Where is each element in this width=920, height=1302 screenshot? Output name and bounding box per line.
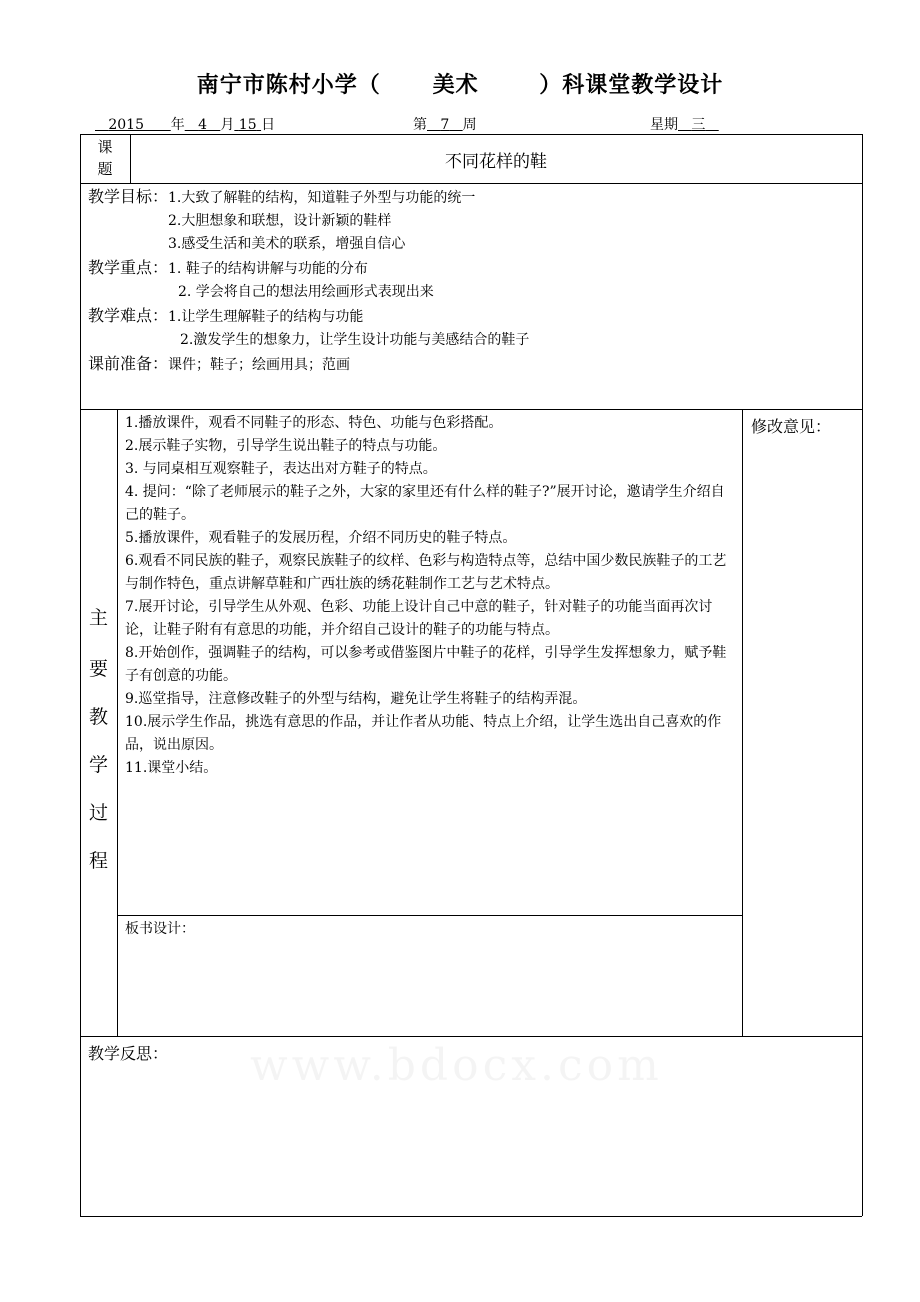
page-title: 南宁市陈村小学（ 美术 ）科课堂教学设计	[196, 73, 724, 98]
process-label-divider	[117, 409, 118, 1036]
process-label-char: 要	[88, 658, 108, 680]
goal-item: 3.感受生活和美术的联系，增强自信心	[168, 236, 406, 252]
row-divider-goals	[80, 409, 862, 410]
row-divider-topic	[80, 183, 862, 184]
weekday-label: 星期	[650, 117, 678, 133]
week-value: 7	[440, 117, 450, 133]
weekday-line	[650, 114, 719, 134]
week-line	[413, 114, 477, 134]
key-point-item: 2. 学会将自己的想法用绘画形式表现出来	[178, 284, 434, 300]
process-step: 8.开始创作，强调鞋子的结构，可以参考或借鉴图片中鞋子的花样，引导学生发挥想象力，赋予鞋子有创意的功能。	[125, 645, 727, 684]
process-step: 7.展开讨论，引导学生从外观、色彩、功能上设计自己中意的鞋子，针对鞋子的功能当面再次讨论，让鞋子附有有意思的功能，并介绍自己设计的鞋子的功能与特点。	[125, 599, 713, 638]
watermark	[250, 1040, 663, 1091]
process-step: 10.展示学生作品，挑选有意思的作品，并让作者从功能、特点上介绍，让学生选出自己喜欢的作品，说出原因。	[125, 714, 722, 753]
week-prefix: 第	[413, 117, 427, 133]
weekday-value: 三	[691, 117, 706, 133]
process-steps	[125, 412, 735, 780]
revision-label: 修改意见：	[751, 417, 832, 436]
process-step: 11.课堂小结。	[125, 760, 218, 776]
difficulty-item: 2.激发学生的想象力，让学生设计功能与美感结合的鞋子	[180, 332, 530, 348]
day-value: 15	[238, 117, 257, 133]
process-step: 5.播放课件，观看鞋子的发展历程，介绍不同历史的鞋子特点。	[125, 530, 517, 546]
process-step: 6.观看不同民族的鞋子，观察民族鞋子的纹样、色彩与构造特点等，总结中国少数民族鞋子的工艺与制作特色，重点讲解草鞋和广西壮族的绣花鞋制作工艺与艺术特点。	[125, 553, 727, 592]
process-step: 9.巡堂指导，注意修改鞋子的外型与结构，避免让学生将鞋子的结构弄混。	[125, 691, 587, 707]
goals-label: 教学目标：	[88, 187, 169, 206]
year-suffix: 年	[170, 117, 185, 133]
day-suffix: 日	[261, 117, 276, 133]
goal-item: 1.大致了解鞋的结构，知道鞋子外型与功能的统一	[168, 190, 476, 206]
topic-value: 不同花样的鞋	[445, 152, 547, 172]
process-step: 1.播放课件，观看不同鞋子的形态、特色、功能与色彩搭配。	[125, 415, 503, 431]
year-value: 2015	[108, 117, 144, 133]
key-points-label: 教学重点：	[88, 258, 169, 277]
process-label-char: 程	[88, 850, 108, 872]
topic-label-line-1: 课	[97, 138, 113, 156]
month-suffix: 月	[220, 117, 235, 133]
goals-section	[88, 185, 529, 377]
topic-label	[80, 136, 130, 180]
revision-column-divider	[742, 409, 743, 1036]
process-label-char: 教	[88, 706, 108, 728]
process-step: 3. 与同桌相互观察鞋子，表达出对方鞋子的特点。	[125, 461, 437, 477]
preparation-label: 课前准备：	[88, 354, 169, 373]
key-point-item: 1. 鞋子的结构讲解与功能的分布	[168, 261, 368, 277]
process-label-char: 主	[88, 607, 108, 629]
row-divider-board	[117, 915, 742, 916]
row-divider-reflection	[80, 1036, 862, 1037]
process-label-char: 学	[88, 754, 108, 776]
date-line	[95, 114, 275, 134]
process-step: 4. 提问：“除了老师展示的鞋子之外，大家的家里还有什么样的鞋子?”展开讨论，邀请学生介绍自己的鞋子。	[125, 484, 725, 523]
board-design-label: 板书设计：	[125, 921, 195, 937]
month-value: 4	[198, 117, 207, 133]
process-label-char: 过	[88, 802, 108, 824]
difficulties-label: 教学难点：	[88, 306, 169, 325]
goal-item: 2.大胆想象和联想，设计新颖的鞋样	[168, 213, 392, 229]
preparation-value: 课件；鞋子；绘画用具；范画	[168, 357, 351, 373]
table-border-bottom	[80, 1216, 862, 1217]
topic-label-line-2: 题	[97, 160, 113, 178]
table-border-right	[862, 134, 863, 1216]
table-border-top	[80, 134, 862, 135]
week-suffix: 周	[462, 117, 477, 133]
reflection-label: 教学反思：	[88, 1044, 169, 1063]
difficulty-item: 1.让学生理解鞋子的结构与功能	[168, 309, 364, 325]
process-step: 2.展示鞋子实物，引导学生说出鞋子的特点与功能。	[125, 438, 447, 454]
